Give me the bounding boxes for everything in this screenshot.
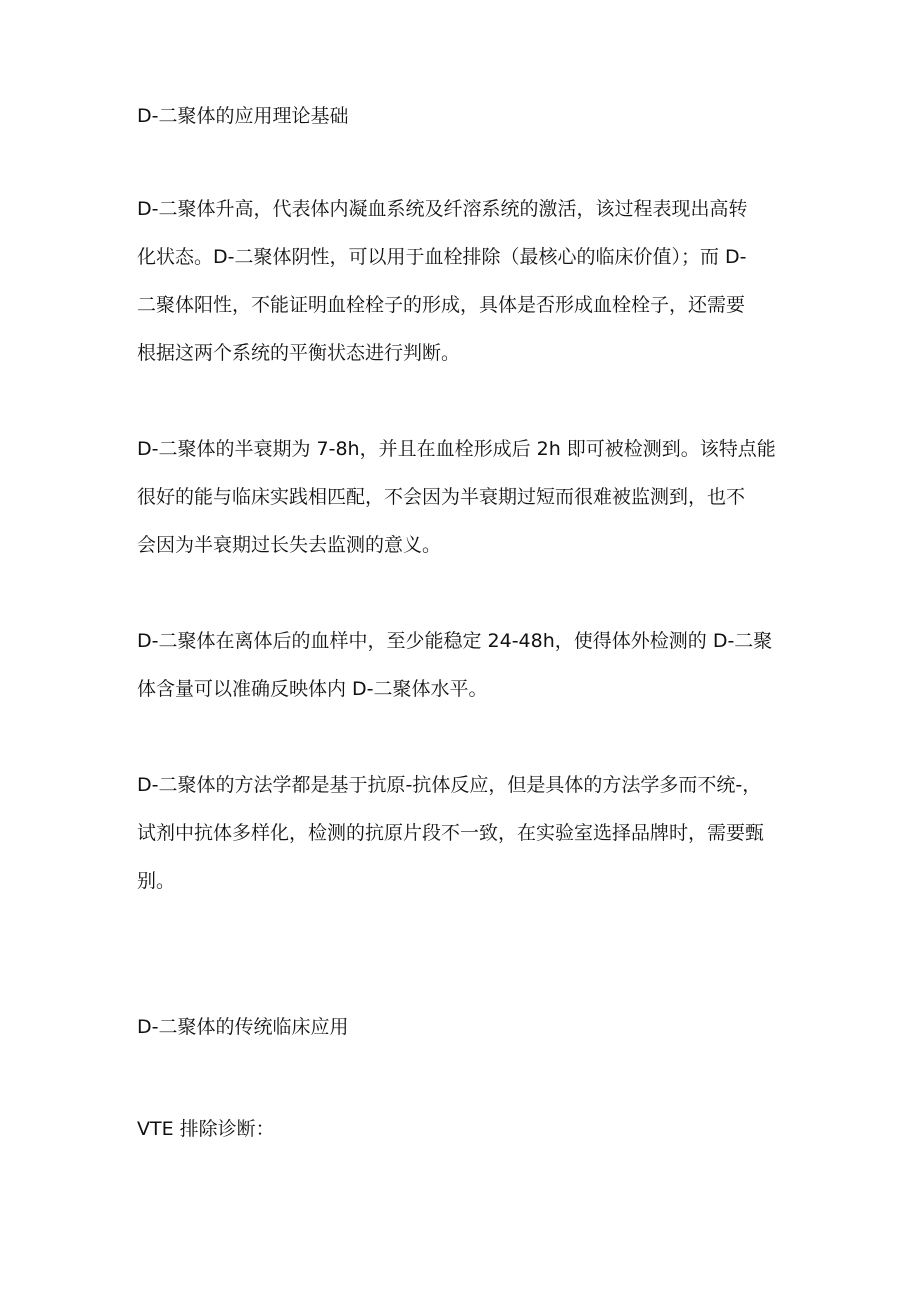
- paragraph-line: D-二聚体的方法学都是基于抗原-抗体反应，但是具体的方法学多而不统-，: [137, 774, 762, 796]
- paragraph-line: 别。: [137, 870, 176, 892]
- paragraph-line: D-二聚体的半衰期为 7-8h，并且在血栓形成后 2h 即可被检测到。该特点能: [137, 438, 776, 460]
- paragraph-line: 会因为半衰期过长失去监测的意义。: [137, 534, 442, 556]
- subsection-label: VTE 排除诊断：: [137, 1118, 275, 1140]
- paragraph-line: 二聚体阳性，不能证明血栓栓子的形成，具体是否形成血栓栓子，还需要: [137, 294, 746, 316]
- paragraph-line: 化状态。D-二聚体阴性，可以用于血栓排除（最核心的临床价值）；而 D-: [137, 246, 747, 268]
- paragraph-line: 根据这两个系统的平衡状态进行判断。: [137, 342, 461, 364]
- paragraph-line: 体含量可以准确反映体内 D-二聚体水平。: [137, 678, 488, 700]
- paragraph-line: D-二聚体在离体后的血样中，至少能稳定 24-48h，使得体外检测的 D-二聚: [137, 630, 773, 652]
- paragraph-line: 很好的能与临床实践相匹配，不会因为半衰期过短而很难被监测到，也不: [137, 486, 746, 508]
- section-title: D-二聚体的传统临床应用: [137, 1016, 349, 1038]
- paragraph-line: 试剂中抗体多样化，检测的抗原片段不一致，在实验室选择品牌时，需要甄: [137, 822, 765, 844]
- section-title: D-二聚体的应用理论基础: [137, 105, 349, 127]
- paragraph-line: D-二聚体升高，代表体内凝血系统及纤溶系统的激活，该过程表现出高转: [137, 198, 748, 220]
